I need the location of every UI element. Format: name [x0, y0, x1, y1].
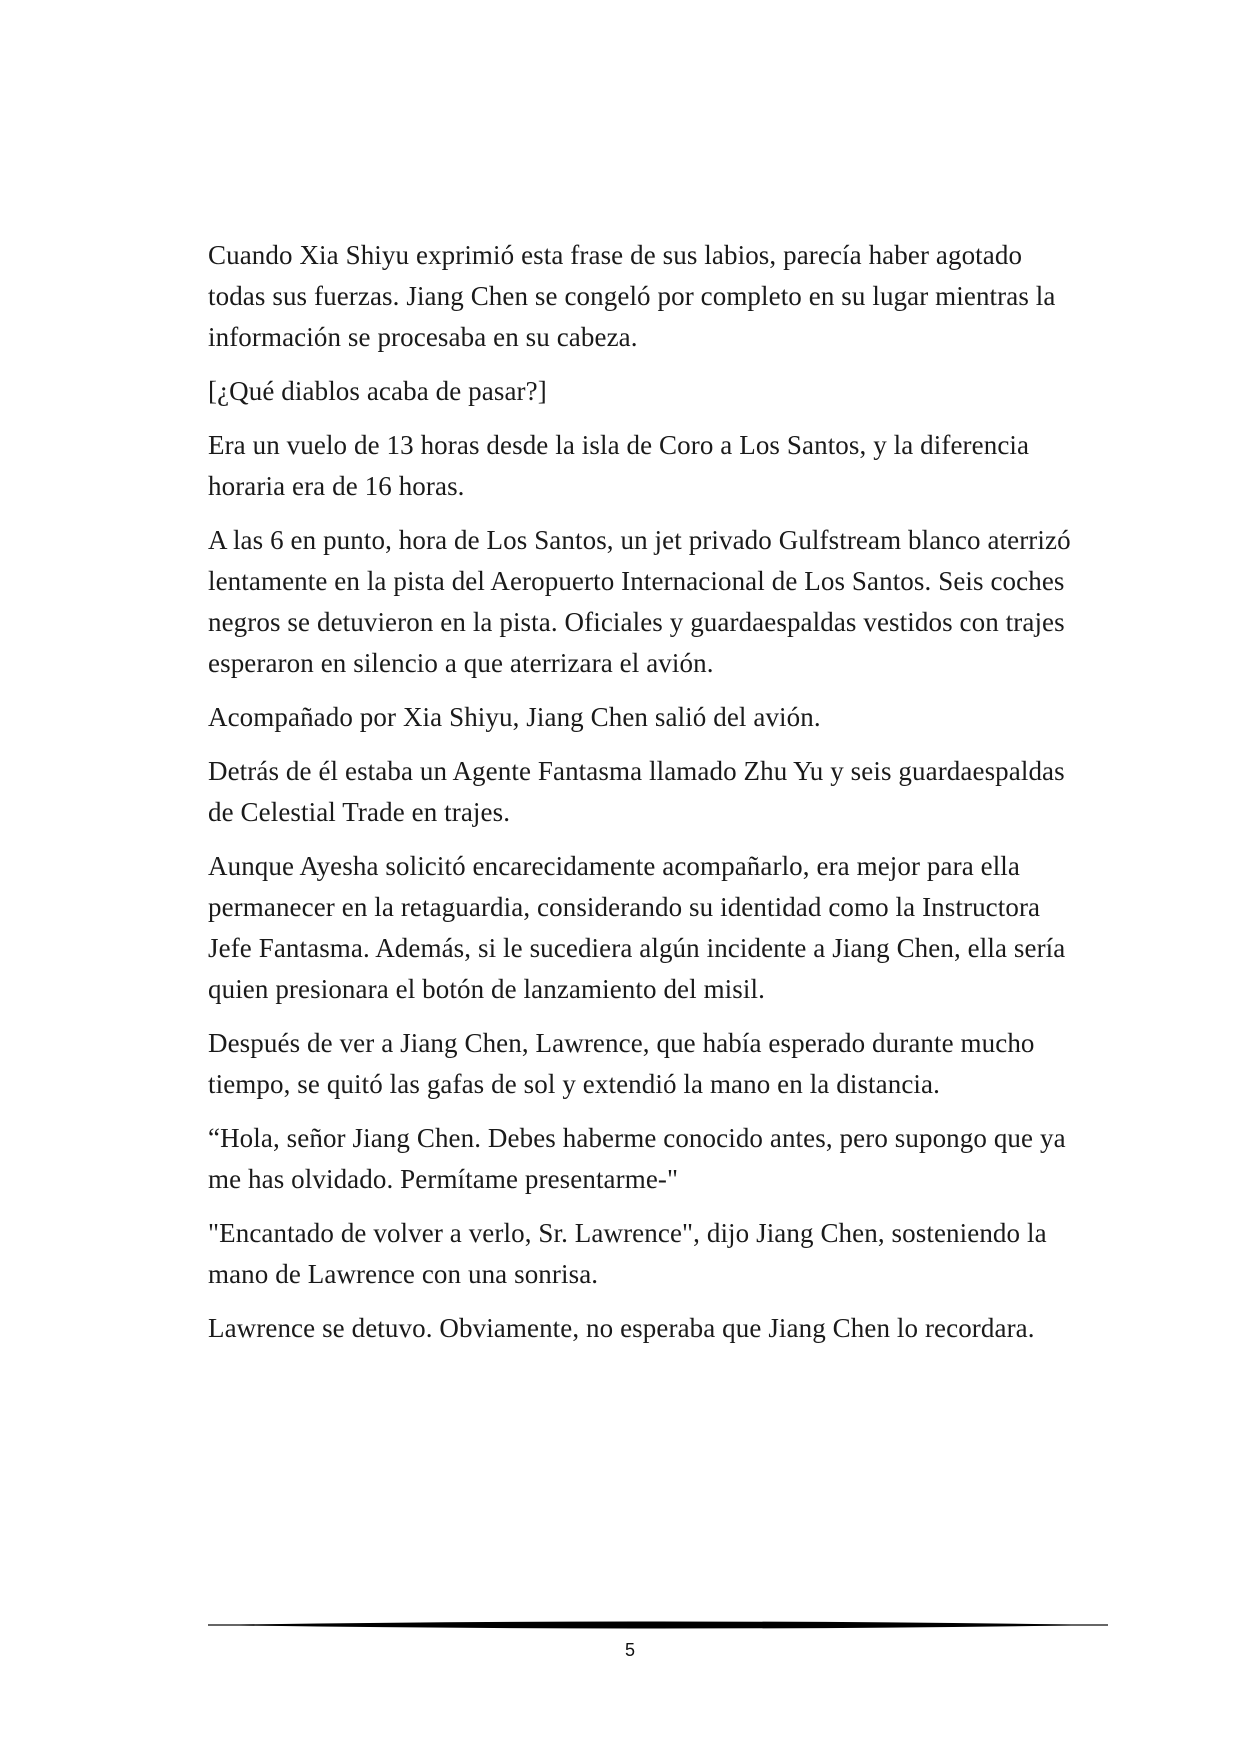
- paragraph-1: Cuando Xia Shiyu exprimió esta frase de sus labios, parecía haber agotado todas sus fuerzas. Jiang Chen se congeló por completo en su lugar mientras la información se procesaba en su cabeza.: [208, 240, 1056, 352]
- paragraph-5: Acompañado por Xia Shiyu, Jiang Chen salió del avión.: [208, 702, 821, 732]
- paragraph-10: "Encantado de volver a verlo, Sr. Lawrence", dijo Jiang Chen, sosteniendo la mano de Lawrence con una sonrisa.: [208, 1218, 1047, 1289]
- paragraph-3: Era un vuelo de 13 horas desde la isla de Coro a Los Santos, y la diferencia horaria era de 16 horas.: [208, 430, 1030, 501]
- page-number: 5: [624, 1640, 635, 1660]
- paragraph-11: Lawrence se detuvo. Obviamente, no esperaba que Jiang Chen lo recordara.: [208, 1313, 1035, 1343]
- footer-divider-line: [208, 1624, 1108, 1625]
- paragraph-8: Después de ver a Jiang Chen, Lawrence, que había esperado durante mucho tiempo, se quitó las gafas de sol y extendió la mano en la distancia.: [208, 1028, 1035, 1099]
- paragraph-7: Aunque Ayesha solicitó encarecidamente acompañarlo, era mejor para ella permanecer en la retaguardia, considerando su identidad como la Instructora Jefe Fantasma. Además, si le sucediera algún incidente a Jiang Chen, ella sería quien presionara el botón de lanzamiento del misil.: [208, 851, 1066, 1004]
- paragraph-9: “Hola, señor Jiang Chen. Debes haberme conocido antes, pero supongo que ya me has olvidado. Permítame presentarme-": [208, 1123, 1066, 1194]
- footer-divider: [208, 1619, 1108, 1631]
- paragraph-6: Detrás de él estaba un Agente Fantasma llamado Zhu Yu y seis guardaespaldas de Celestial Trade en trajes.: [208, 756, 1065, 827]
- paragraph-2: [¿Qué diablos acaba de pasar?]: [208, 376, 547, 406]
- page-body: [208, 235, 1076, 1362]
- paragraph-4: A las 6 en punto, hora de Los Santos, un jet privado Gulfstream blanco aterrizó lentamente en la pista del Aeropuerto Internacional de Los Santos. Seis coches negros se detuvieron en la pista. Oficiales y guardaespaldas vestidos con trajes esperaron en silencio a que aterrizara el avión.: [208, 525, 1071, 678]
